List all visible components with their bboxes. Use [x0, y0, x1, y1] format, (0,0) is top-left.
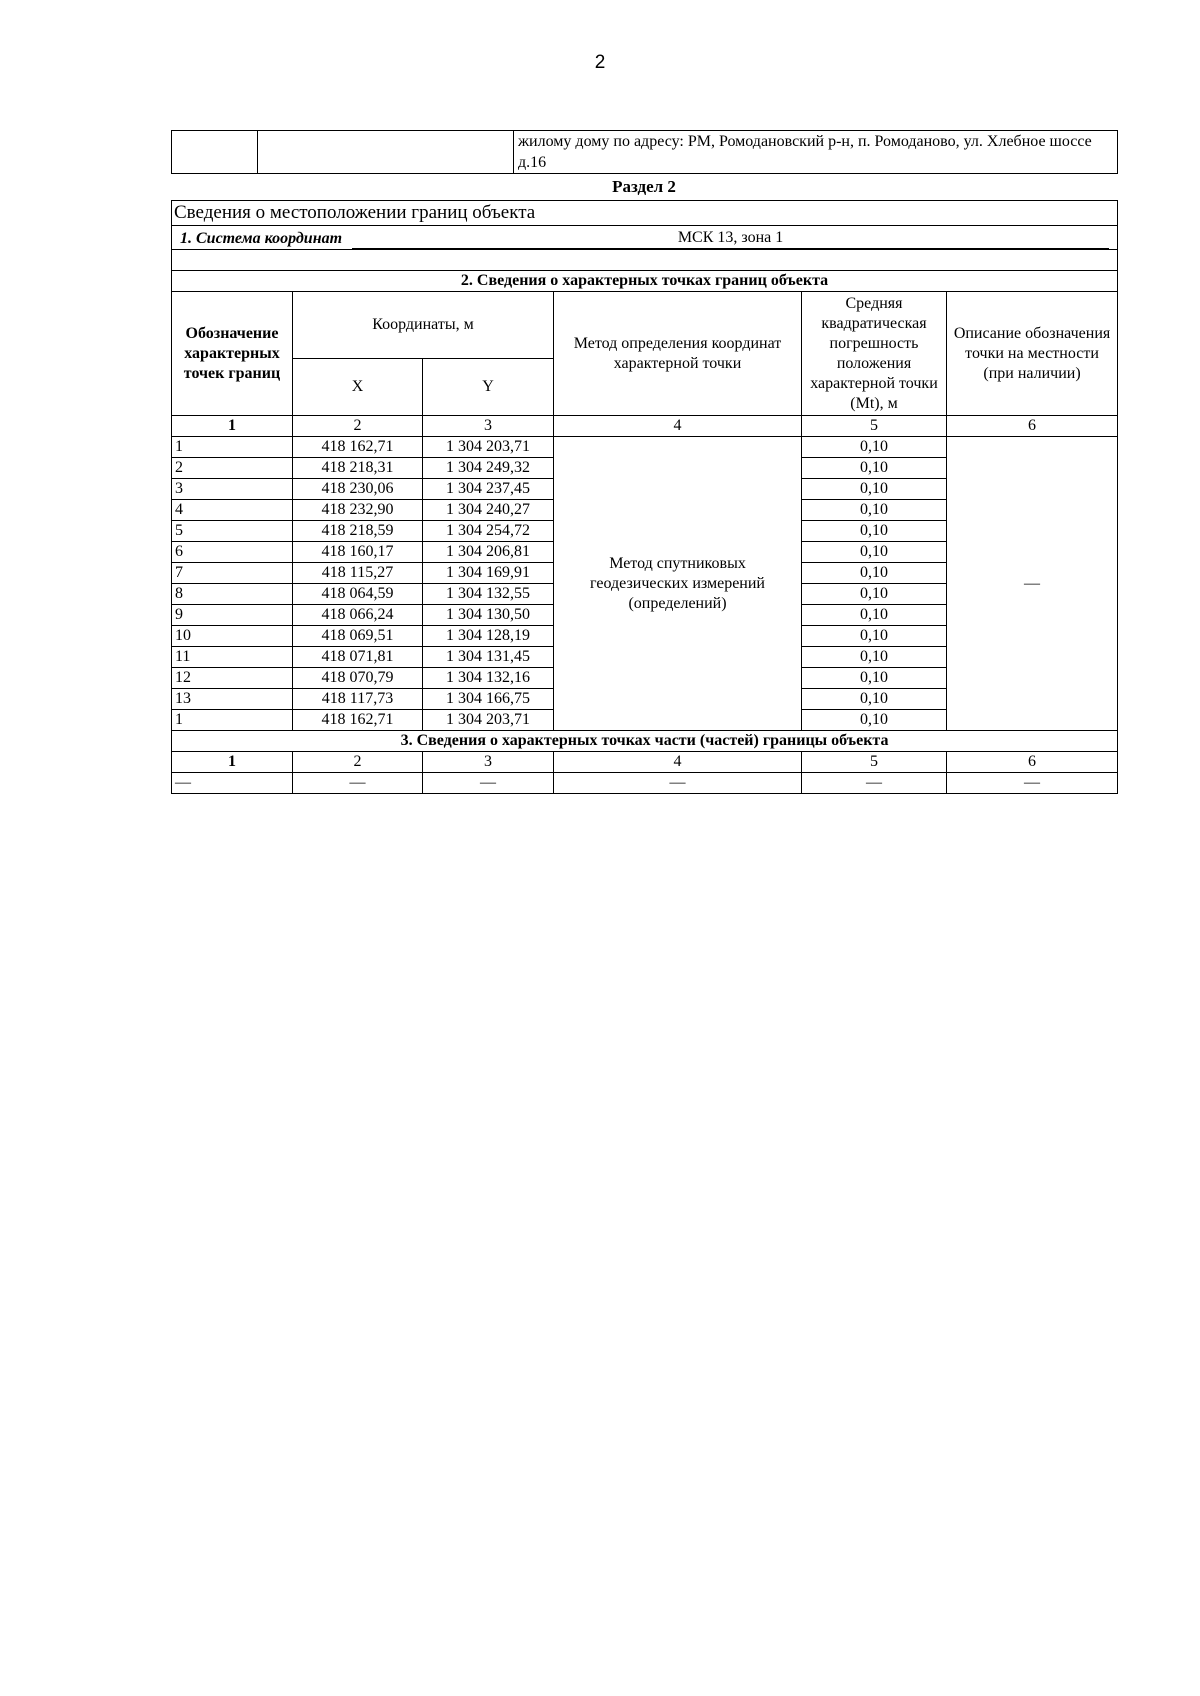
s3-col-number-5: 5: [802, 752, 947, 773]
s3-col-number-1: 1: [172, 752, 293, 773]
point-y: 1 304 132,16: [423, 668, 554, 689]
point-number: 5: [172, 521, 293, 542]
header-error: Средняя квадратическая погрешность положения характерной точки (Mt), м: [802, 292, 947, 416]
header-description: Описание обозначения точки на местности (при наличии): [947, 292, 1118, 416]
point-y: 1 304 249,32: [423, 458, 554, 479]
point-y: 1 304 166,75: [423, 689, 554, 710]
point-x: 418 218,59: [293, 521, 423, 542]
point-number: 8: [172, 584, 293, 605]
col-number-2: 2: [293, 416, 423, 437]
point-error: 0,10: [802, 479, 947, 500]
point-number: 11: [172, 647, 293, 668]
s3-col-number-4: 4: [554, 752, 802, 773]
coordinate-system-value: МСК 13, зона 1: [352, 228, 1109, 249]
point-error: 0,10: [802, 689, 947, 710]
s3-cell-3: —: [423, 773, 554, 794]
header-designation: Обозначение характерных точек границ: [172, 292, 293, 416]
col-number-1: 1: [172, 416, 293, 437]
point-number: 13: [172, 689, 293, 710]
header-method: Метод определения координат характерной точки: [554, 292, 802, 416]
point-y: 1 304 254,72: [423, 521, 554, 542]
section-heading: Раздел 2: [612, 177, 676, 196]
point-error: 0,10: [802, 500, 947, 521]
address-cell: жилому дому по адресу: РМ, Ромодановский р-н, п. Ромоданово, ул. Хлебное шоссе д.16: [514, 131, 1118, 174]
header-y: Y: [423, 359, 554, 416]
s3-col-number-6: 6: [947, 752, 1118, 773]
point-number: 1: [172, 710, 293, 731]
point-number: 6: [172, 542, 293, 563]
point-y: 1 304 206,81: [423, 542, 554, 563]
header-x: X: [293, 359, 423, 416]
description-cell: —: [947, 437, 1118, 731]
col-number-3: 3: [423, 416, 554, 437]
point-error: 0,10: [802, 521, 947, 542]
s3-cell-1: —: [172, 773, 293, 794]
points-body: [172, 437, 1118, 731]
col-number-4: 4: [554, 416, 802, 437]
point-error: 0,10: [802, 563, 947, 584]
point-number: 9: [172, 605, 293, 626]
continued-cell-1: [172, 131, 258, 174]
point-number: 2: [172, 458, 293, 479]
point-number: 7: [172, 563, 293, 584]
point-x: 418 230,06: [293, 479, 423, 500]
point-error: 0,10: [802, 458, 947, 479]
point-x: 418 069,51: [293, 626, 423, 647]
point-error: 0,10: [802, 542, 947, 563]
coordinate-system-label: 1. Система координат: [180, 229, 343, 247]
document-body: [171, 130, 1117, 794]
point-y: 1 304 131,45: [423, 647, 554, 668]
point-number: 12: [172, 668, 293, 689]
s3-cell-2: —: [293, 773, 423, 794]
col-number-6: 6: [947, 416, 1118, 437]
section3-title: 3. Сведения о характерных точках части (частей) границы объекта: [172, 731, 1118, 752]
coordinate-system-row: [172, 226, 1118, 250]
point-y: 1 304 130,50: [423, 605, 554, 626]
point-error: 0,10: [802, 626, 947, 647]
point-y: 1 304 240,27: [423, 500, 554, 521]
continued-table: [171, 130, 1118, 174]
col-number-5: 5: [802, 416, 947, 437]
page-number: 2: [594, 52, 606, 73]
s3-cell-4: —: [554, 773, 802, 794]
point-y: 1 304 128,19: [423, 626, 554, 647]
point-x: 418 162,71: [293, 437, 423, 458]
point-error: 0,10: [802, 710, 947, 731]
point-x: 418 071,81: [293, 647, 423, 668]
point-x: 418 070,79: [293, 668, 423, 689]
point-error: 0,10: [802, 668, 947, 689]
point-x: 418 117,73: [293, 689, 423, 710]
point-y: 1 304 132,55: [423, 584, 554, 605]
point-number: 4: [172, 500, 293, 521]
table-row: [172, 437, 1118, 458]
point-y: 1 304 169,91: [423, 563, 554, 584]
section2-title: 2. Сведения о характерных точках границ объекта: [172, 271, 1118, 292]
s3-col-number-2: 2: [293, 752, 423, 773]
point-x: 418 232,90: [293, 500, 423, 521]
continued-cell-2: [258, 131, 514, 174]
header-coordinates: Координаты, м: [293, 292, 554, 359]
point-y: 1 304 237,45: [423, 479, 554, 500]
point-y: 1 304 203,71: [423, 437, 554, 458]
s3-cell-6: —: [947, 773, 1118, 794]
point-number: 10: [172, 626, 293, 647]
point-x: 418 064,59: [293, 584, 423, 605]
point-error: 0,10: [802, 647, 947, 668]
point-number: 1: [172, 437, 293, 458]
boundary-table: [171, 200, 1118, 794]
point-x: 418 162,71: [293, 710, 423, 731]
point-x: 418 160,17: [293, 542, 423, 563]
point-error: 0,10: [802, 605, 947, 626]
point-x: 418 066,24: [293, 605, 423, 626]
spacer-row: [172, 250, 1118, 271]
location-info-title: Сведения о местоположении границ объекта: [172, 201, 1118, 226]
point-y: 1 304 203,71: [423, 710, 554, 731]
point-error: 0,10: [802, 584, 947, 605]
method-cell: Метод спутниковых геодезических измерений (определений): [554, 437, 802, 731]
point-error: 0,10: [802, 437, 947, 458]
point-number: 3: [172, 479, 293, 500]
s3-cell-5: —: [802, 773, 947, 794]
s3-col-number-3: 3: [423, 752, 554, 773]
point-x: 418 218,31: [293, 458, 423, 479]
point-x: 418 115,27: [293, 563, 423, 584]
